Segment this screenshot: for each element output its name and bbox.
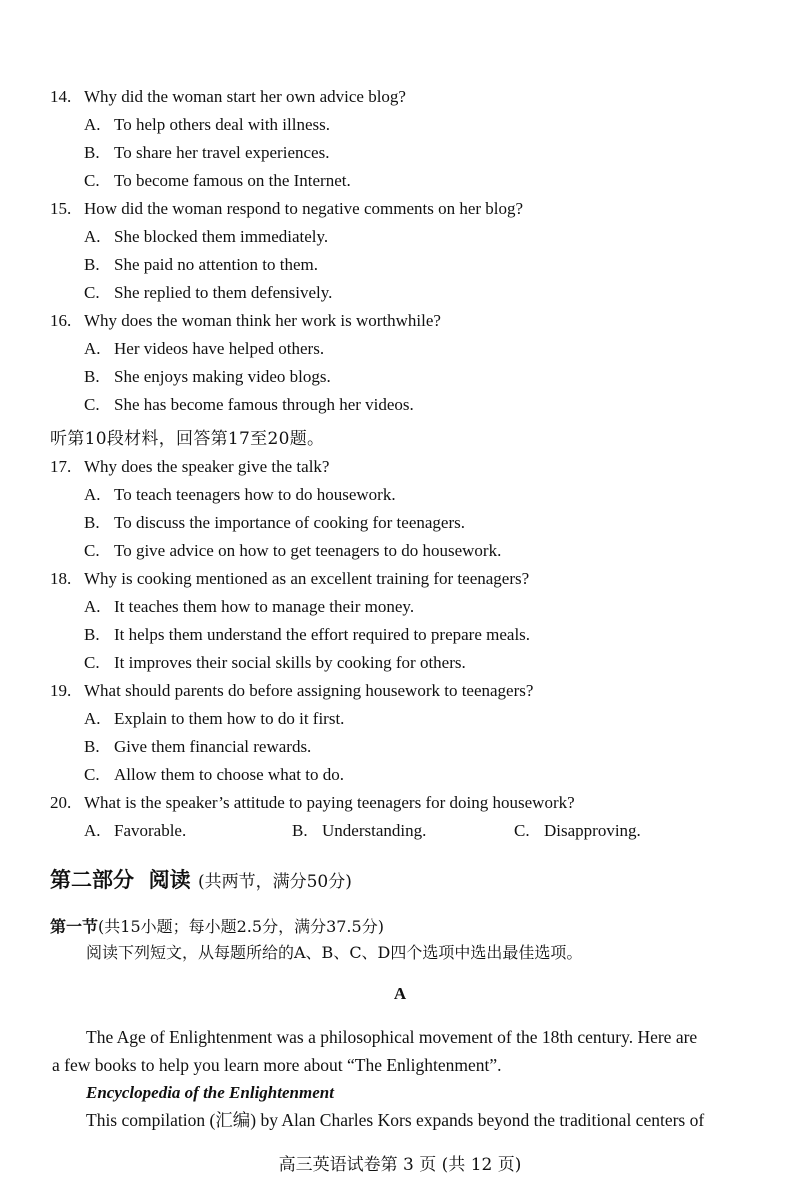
question-number: 16. [50,311,72,330]
option-letter: A. [84,597,101,616]
option-text: Her videos have helped others. [114,339,325,358]
option-letter: C. [84,541,100,560]
book-title: Encyclopedia of the Enlightenment [86,1083,334,1102]
section-heading [50,914,384,937]
option-text: She paid no attention to them. [114,255,318,274]
page-footer: 高三英语试卷第 3 页 (共 12 页) [278,1155,522,1175]
option-18a [84,596,414,618]
question-number: 15. [50,199,72,218]
option-text: Allow them to choose what to do. [114,765,344,784]
option-19a [84,708,344,730]
option-letter: B. [84,367,100,386]
passage-label: A [393,984,407,1003]
option-letter: C. [84,653,100,672]
option-letter: B. [84,143,100,162]
option-letter: C. [84,395,100,414]
listening-instruction: 听第10段材料，回答第17至20题。 [50,429,325,449]
option-text: She replied to them defensively. [114,283,333,302]
question-15 [50,198,523,220]
option-letter: B. [84,737,100,756]
option-16b [84,366,331,388]
option-letter: A. [84,227,101,246]
option-text: Give them financial rewards. [114,737,312,756]
passage-paragraph-1-line-2: a few books to help you learn more about “The Enlightenment”. [52,1055,502,1075]
section-title: 第一节 [50,917,99,936]
option-letter: B. [84,513,100,532]
option-letter: B. [292,821,308,840]
question-number: 19. [50,681,72,700]
q20-options [84,820,784,842]
reading-instruction: 阅读下列短文，从每题所给的A、B、C、D四个选项中选出最佳选项。 [86,943,583,962]
option-14b [84,142,329,164]
option-letter: B. [84,625,100,644]
option-20b [292,820,426,842]
option-text: It helps them understand the effort required to prepare meals. [114,625,531,644]
option-letter: C. [84,171,100,190]
option-text: Explain to them how to do it first. [114,709,345,728]
question-18 [50,568,529,590]
section-scoring: (共15小题；每小题2.5分，满分37.5分) [98,917,384,936]
option-20a [84,820,186,842]
option-15b [84,254,318,276]
option-19c [84,764,344,786]
option-16c [84,394,414,416]
question-14 [50,86,406,108]
option-letter: C. [514,821,530,840]
option-18c [84,652,466,674]
option-letter: A. [84,485,101,504]
option-19b [84,736,311,758]
question-text: Why is cooking mentioned as an excellent training for teenagers? [84,569,530,588]
option-14c [84,170,351,192]
option-text: Understanding. [322,821,427,840]
question-text: How did the woman respond to negative comments on her blog? [84,199,524,218]
option-text: To give advice on how to get teenagers to do housework. [114,541,502,560]
option-text: It improves their social skills by cooking for others. [114,653,466,672]
question-text: What is the speaker’s attitude to paying teenagers for doing housework? [84,793,575,812]
passage-paragraph-2-line-1: This compilation (汇编) by Alan Charles Kors expands beyond the traditional centers of [86,1110,705,1130]
question-text: Why does the speaker give the talk? [84,457,330,476]
option-letter: A. [84,115,101,134]
option-text: She blocked them immediately. [114,227,329,246]
option-text: It teaches them how to manage their money. [114,597,415,616]
option-letter: A. [84,821,101,840]
option-15c [84,282,332,304]
question-text: What should parents do before assigning housework to teenagers? [84,681,534,700]
option-text: Favorable. [114,821,187,840]
question-number: 20. [50,793,72,812]
question-20 [50,792,575,814]
question-text: Why does the woman think her work is worthwhile? [84,311,441,330]
part2-heading [50,864,352,894]
question-number: 17. [50,457,72,476]
option-letter: B. [84,255,100,274]
question-16 [50,310,441,332]
option-text: To become famous on the Internet. [114,171,351,190]
option-15a [84,226,328,248]
option-18b [84,624,530,646]
question-19 [50,680,533,702]
option-text: She has become famous through her videos. [114,395,414,414]
option-text: Disapproving. [544,821,641,840]
question-17 [50,456,329,478]
option-text: To share her travel experiences. [114,143,330,162]
question-number: 18. [50,569,72,588]
option-text: To discuss the importance of cooking for teenagers. [114,513,465,532]
part2-title: 第二部分 阅读 [50,868,191,892]
option-16a [84,338,324,360]
option-text: To teach teenagers how to do housework. [114,485,396,504]
option-letter: A. [84,339,101,358]
option-17a [84,484,396,506]
option-letter: C. [84,283,100,302]
part2-subtitle: (共两节，满分50分) [197,872,352,892]
option-20c [514,820,641,842]
option-text: She enjoys making video blogs. [114,367,331,386]
option-letter: C. [84,765,100,784]
option-letter: A. [84,709,101,728]
option-17c [84,540,501,562]
option-17b [84,512,465,534]
question-text: Why did the woman start her own advice blog? [84,87,406,106]
question-number: 14. [50,87,72,106]
option-14a [84,114,330,136]
passage-paragraph-1-line-1: The Age of Enlightenment was a philosophical movement of the 18th century. Here are [86,1027,698,1047]
option-text: To help others deal with illness. [114,115,330,134]
